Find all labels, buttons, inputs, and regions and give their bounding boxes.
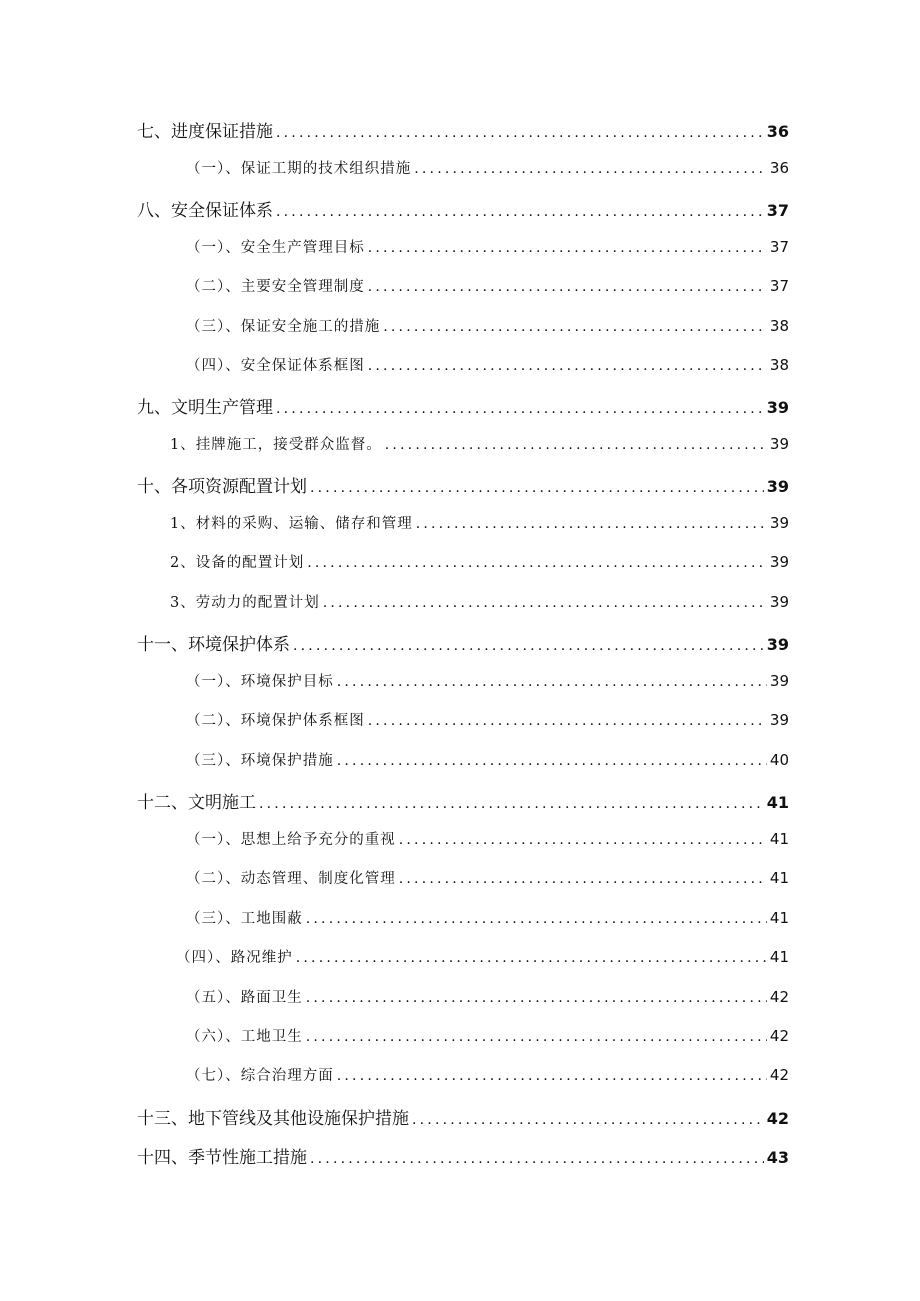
toc-entry-label: 十二、文明施工 <box>137 793 256 813</box>
toc-entry[interactable] <box>186 236 789 257</box>
toc-leader-dots <box>416 516 767 532</box>
toc-leader-dots <box>293 638 764 654</box>
toc-entry-label: （二）、环境保护体系框图 <box>186 713 365 729</box>
toc-page-number: 41 <box>769 909 789 927</box>
toc-page-number: 41 <box>769 869 789 887</box>
toc-page-number: 39 <box>769 435 789 453</box>
toc-page-number: 41 <box>769 948 789 966</box>
toc-entry[interactable] <box>137 1104 789 1129</box>
toc-entry-label: （三）、保证安全施工的措施 <box>186 319 381 335</box>
toc-entry[interactable] <box>186 1064 789 1085</box>
toc-leader-dots <box>383 319 767 335</box>
toc-entry[interactable] <box>186 275 789 296</box>
toc-entry[interactable] <box>186 709 789 730</box>
toc-entry[interactable] <box>186 828 789 849</box>
toc-leader-dots <box>337 674 767 690</box>
toc-entry-label: （四）、路况维护 <box>176 950 293 966</box>
toc-leader-dots <box>310 480 764 496</box>
toc-entry-label: 九、文明生产管理 <box>137 398 273 418</box>
toc-entry-label: （七）、综合治理方面 <box>186 1068 334 1084</box>
toc-entry[interactable] <box>137 117 789 142</box>
toc-page-number: 39 <box>766 477 789 496</box>
toc-leader-dots <box>337 1068 767 1084</box>
toc-page-number: 37 <box>769 238 789 256</box>
toc-entry[interactable] <box>170 433 789 454</box>
toc-entry[interactable] <box>170 591 789 612</box>
toc-leader-dots <box>368 358 767 374</box>
toc-page-number: 39 <box>766 635 789 654</box>
toc-entry-label: （六）、工地卫生 <box>186 1029 303 1045</box>
toc-page-number: 40 <box>769 751 789 769</box>
toc-page-number: 36 <box>766 122 789 141</box>
toc-page-number: 42 <box>766 1109 789 1128</box>
toc-entry-label: 十三、地下管线及其他设施保护措施 <box>137 1109 409 1129</box>
toc-entry[interactable] <box>186 1025 789 1046</box>
toc-entry-label: （一）、思想上给予充分的重视 <box>186 832 396 848</box>
toc-page-number: 39 <box>769 711 789 729</box>
toc-page-number: 39 <box>769 672 789 690</box>
toc-entry-label: 七、进度保证措施 <box>137 122 273 142</box>
toc-leader-dots <box>337 753 767 769</box>
toc-entry[interactable] <box>186 315 789 336</box>
toc-entry[interactable] <box>186 670 789 691</box>
toc-leader-dots <box>323 595 767 611</box>
toc-entry-label: （一）、环境保护目标 <box>186 674 334 690</box>
toc-leader-dots <box>259 796 764 812</box>
toc-entry[interactable] <box>137 630 789 655</box>
toc-page-number: 41 <box>766 793 789 812</box>
toc-page-number: 37 <box>769 277 789 295</box>
toc-entry[interactable] <box>186 157 789 178</box>
toc-entry-label: （五）、路面卫生 <box>186 990 303 1006</box>
toc-page-number: 38 <box>769 356 789 374</box>
toc-leader-dots <box>414 161 767 177</box>
toc-entry-label: 2、设备的配置计划 <box>170 555 305 571</box>
toc-entry-label: 八、安全保证体系 <box>137 201 273 221</box>
toc-leader-dots <box>399 832 767 848</box>
toc-leader-dots <box>368 240 767 256</box>
toc-entry-label: 1、挂牌施工，接受群众监督。 <box>170 437 382 453</box>
toc-entry[interactable] <box>170 551 789 572</box>
toc-leader-dots <box>276 125 764 141</box>
toc-leader-dots <box>306 990 767 1006</box>
toc-page-number: 38 <box>769 317 789 335</box>
toc-leader-dots <box>368 713 767 729</box>
toc-entry[interactable] <box>186 907 789 928</box>
toc-leader-dots <box>368 279 767 295</box>
toc-entry-label: （二）、动态管理、制度化管理 <box>186 871 396 887</box>
toc-leader-dots <box>306 911 767 927</box>
toc-entry[interactable] <box>176 946 789 967</box>
toc-leader-dots <box>412 1112 764 1128</box>
toc-entry-label: （一）、安全生产管理目标 <box>186 240 365 256</box>
toc-entry-label: 十四、季节性施工措施 <box>137 1148 307 1168</box>
toc-leader-dots <box>385 437 767 453</box>
toc-entry[interactable] <box>186 867 789 888</box>
toc-entry-label: 3、劳动力的配置计划 <box>170 595 320 611</box>
toc-entry[interactable] <box>137 1143 789 1168</box>
toc-entry-label: 十一、环境保护体系 <box>137 635 290 655</box>
toc-leader-dots <box>307 555 767 571</box>
toc-entry-label: （三）、环境保护措施 <box>186 753 334 769</box>
toc-leader-dots <box>296 950 767 966</box>
toc-page-number: 42 <box>769 1066 789 1084</box>
toc-entry[interactable] <box>137 196 789 221</box>
toc-entry[interactable] <box>170 512 789 533</box>
toc-page-number: 39 <box>766 398 789 417</box>
toc-page-number: 42 <box>769 988 789 1006</box>
toc-page-number: 42 <box>769 1027 789 1045</box>
toc-page-number: 43 <box>766 1148 789 1167</box>
toc-page-number: 39 <box>769 593 789 611</box>
toc-page-number: 41 <box>769 830 789 848</box>
toc-entry[interactable] <box>186 354 789 375</box>
toc-leader-dots <box>306 1029 767 1045</box>
toc-leader-dots <box>276 204 764 220</box>
toc-entry-label: （一）、保证工期的技术组织措施 <box>186 161 412 177</box>
toc-leader-dots <box>310 1151 764 1167</box>
toc-leader-dots <box>399 871 767 887</box>
toc-entry[interactable] <box>137 788 789 813</box>
toc-entry-label: 1、材料的采购、运输、储存和管理 <box>170 516 413 532</box>
toc-entry[interactable] <box>186 986 789 1007</box>
toc-entry-label: （四）、安全保证体系框图 <box>186 358 365 374</box>
toc-page-number: 36 <box>769 159 789 177</box>
toc-entry[interactable] <box>137 393 789 418</box>
toc-page-number: 37 <box>766 201 789 220</box>
toc-leader-dots <box>276 401 764 417</box>
toc-entry-label: （三）、工地围蔽 <box>186 911 303 927</box>
toc-page-number: 39 <box>769 514 789 532</box>
toc-entry-label: 十、各项资源配置计划 <box>137 477 307 497</box>
toc-page-number: 39 <box>769 553 789 571</box>
toc-entry-label: （二）、主要安全管理制度 <box>186 279 365 295</box>
toc-entry[interactable] <box>137 472 789 497</box>
toc-entry[interactable] <box>186 749 789 770</box>
